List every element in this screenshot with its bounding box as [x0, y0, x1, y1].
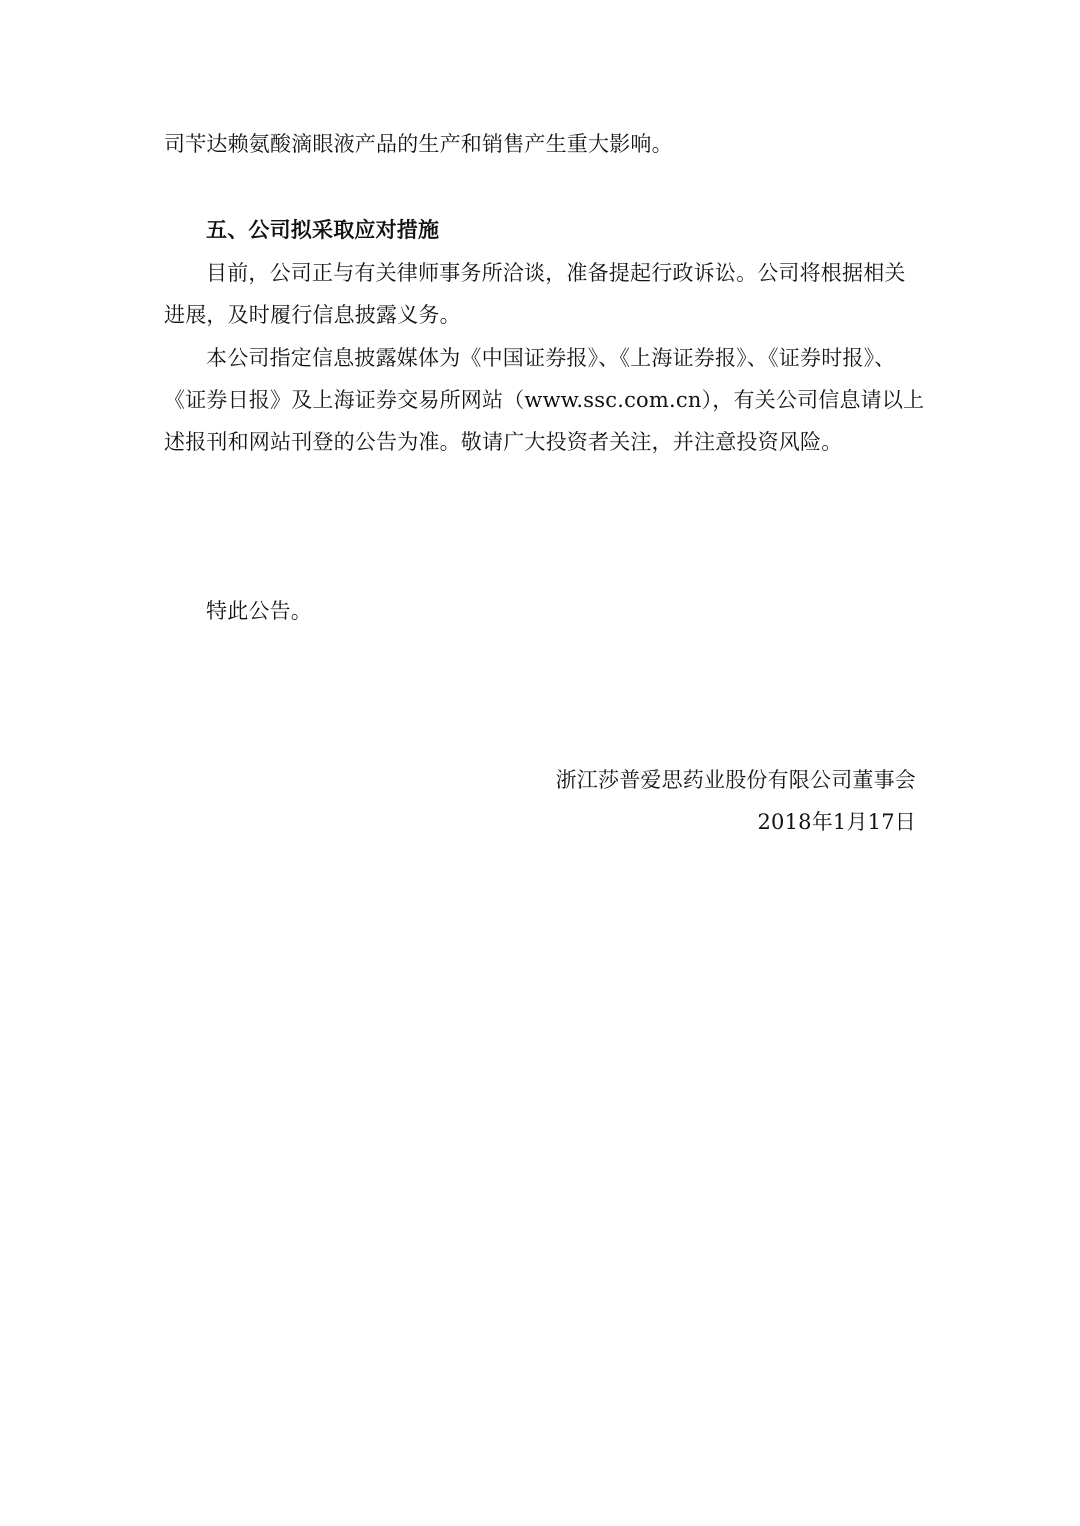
paragraph-1-line-2: 进展，及时履行信息披露义务。: [164, 303, 461, 327]
section-heading: 五、公司拟采取应对措施: [206, 217, 440, 242]
paragraph-2-line-2: 《证券日报》及上海证券交易所网站（www.ssc.com.cn），有关公司信息请以上: [164, 388, 925, 412]
signature-company: 浙江莎普爱思药业股份有限公司董事会: [555, 768, 916, 792]
closing-text: 特此公告。: [206, 599, 312, 623]
paragraph-1-line-1: 目前，公司正与有关律师事务所洽谈，准备提起行政诉讼。公司将根据相关: [206, 261, 906, 285]
continuation-line: 司苄达赖氨酸滴眼液产品的生产和销售产生重大影响。: [164, 132, 673, 156]
signature-date: 2018年1月17日: [757, 810, 916, 834]
paragraph-2-line-3: 述报刊和网站刊登的公告为准。敬请广大投资者关注，并注意投资风险。: [164, 430, 843, 454]
paragraph-2-line-1: 本公司指定信息披露媒体为《中国证券报》、《上海证券报》、《证券时报》、: [206, 346, 896, 370]
